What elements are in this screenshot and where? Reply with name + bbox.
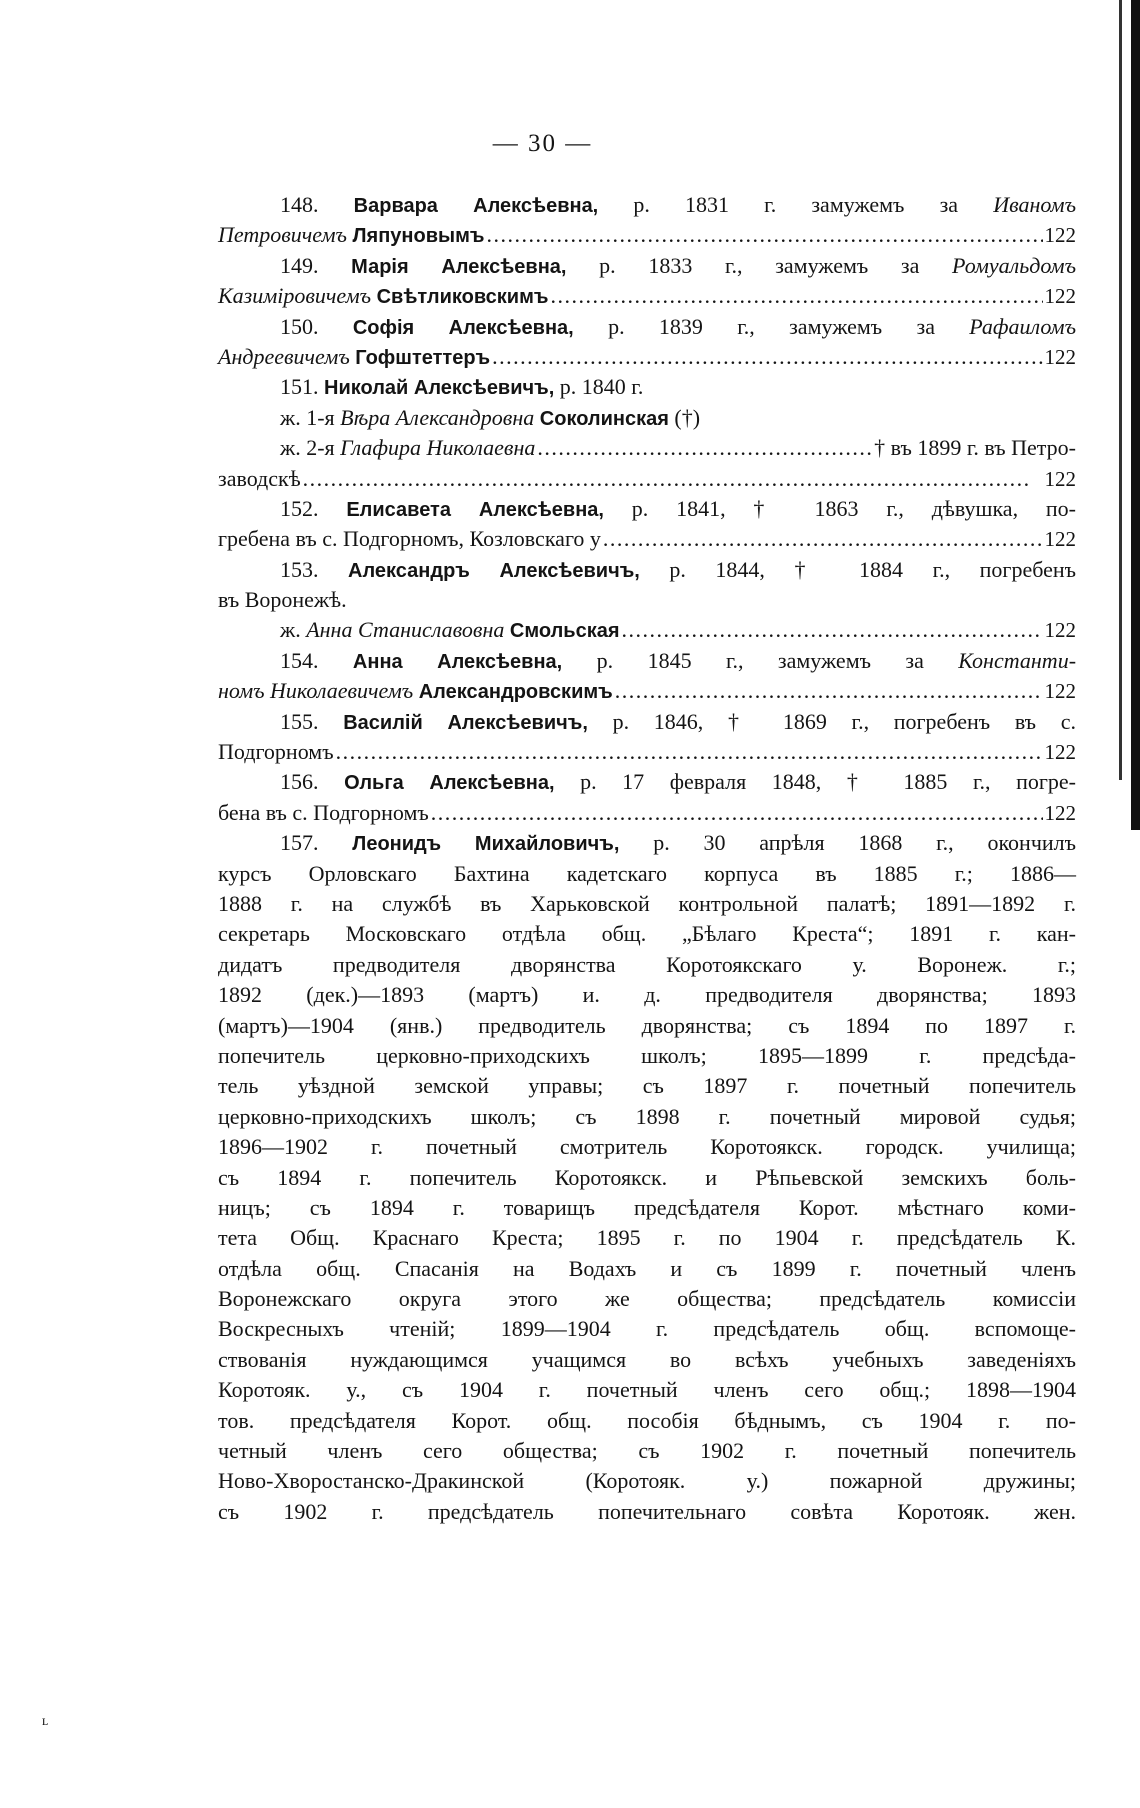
entry-157-text-line: Воскресныхъ чтеній; 1899—1904 г. предсѣдатель общ. вспомоще- — [218, 1316, 1076, 1342]
page-ref: 122 — [1044, 740, 1076, 765]
genealogy-text — [218, 190, 1076, 1527]
entry-157-text-line: тета Общ. Краснаго Креста; 1895 г. по 1904 г. предсѣдатель К. — [218, 1225, 1076, 1251]
entry-154-line-2: номъ Николаевичемъ Александровскимъ . . . 122 — [218, 676, 1076, 706]
entry-154-line-1: 154. Анна Алексѣевна, р. 1845 г., замужемъ за Константи- — [280, 647, 1077, 673]
entry-157-text-line: Воронежскаго округа этого же общества; предсѣдатель комиссіи — [218, 1286, 1076, 1312]
entry-151-wife-2: ж. 2-я Глафира Николаевна . . . † въ 1899 г. въ Петро- — [218, 433, 1076, 463]
entry-149-line-2: Казиміровичемъ Свѣтликовскимъ . . . 122 — [218, 281, 1076, 311]
page-ref: 122 — [1044, 800, 1076, 825]
entry-153-line-2: въ Воронежѣ. — [218, 587, 347, 613]
page-ref: 122 — [1044, 527, 1076, 552]
scan-edge-line — [1119, 0, 1122, 780]
entry-157-text-line: 1896—1902 г. почетный смотритель Коротоякск. городск. училища; — [218, 1134, 1076, 1160]
entry-148-line-2: Петровичемъ Ляпуновымъ . . . 122 — [218, 220, 1076, 250]
entry-151-wife-1: ж. 1-я Вѣра Александровна Соколинская (†) — [280, 404, 701, 430]
entry-157-text-line: четный членъ сего общества; съ 1902 г. почетный попечитель — [218, 1438, 1076, 1464]
page-ref: 122 — [1044, 344, 1076, 369]
entry-157-text-line: отдѣла общ. Спасанія на Водахъ и съ 1899 г. почетный членъ — [218, 1255, 1076, 1281]
entry-157-text-line: Коротояк. у., съ 1904 г. почетный членъ сего общ.; 1898—1904 — [218, 1377, 1076, 1403]
entry-156-line-2: бена въ с. Подгорномъ . . . 122 — [218, 798, 1076, 828]
entry-157-text-line: тель уѣздной земской управы; съ 1897 г. почетный попечитель — [218, 1073, 1076, 1099]
entry-157-text-line: 1892 (дек.)—1893 (мартъ) и. д. предводителя дворянства; 1893 — [218, 982, 1076, 1008]
entry-157-text-line: дидатъ предводителя дворянства Коротоякскаго у. Воронеж. г.; — [218, 951, 1076, 977]
entry-157-text-line: (мартъ)—1904 (янв.) предводитель дворянства; съ 1894 по 1897 г. — [218, 1012, 1076, 1038]
entry-148-line-1: 148. Варвара Алексѣевна, р. 1831 г. замужемъ за Иваномъ — [280, 192, 1077, 217]
entry-157-text-line: 1888 г. на службѣ въ Харьковской контрольной палатѣ; 1891—1892 г. — [218, 890, 1076, 916]
entry-157-text-line: церковно-приходскихъ школъ; съ 1898 г. почетный мировой судья; — [218, 1103, 1076, 1129]
entry-153-wife: ж. Анна Станиславовна Смольская . . . 122 — [218, 615, 1076, 645]
entry-151-line-1: 151. Николай Алексѣевичъ, р. 1840 г. — [280, 374, 644, 400]
entry-157-text-line: ствованія нуждающимся учащимся во всѣхъ учебныхъ заведеніяхъ — [218, 1346, 1076, 1372]
page-ref: 122 — [1044, 466, 1076, 491]
page-ref: 122 — [1044, 679, 1076, 704]
scan-edge-shadow — [1131, 0, 1140, 830]
page-ref: 122 — [1044, 618, 1076, 643]
entry-150-line-2: Андреевичемъ Гофштеттеръ . . . 122 — [218, 342, 1076, 372]
entry-157-text-line: съ 1902 г. предсѣдатель попечительнаго совѣта Коротояк. жен. — [218, 1498, 1076, 1524]
entry-151-line-4: заводскѣ . . . 122 — [218, 464, 1076, 494]
entry-157-text-line: курсъ Орловскаго Бахтина кадетскаго корпуса въ 1885 г.; 1886— — [218, 860, 1076, 886]
entry-149-line-1: 149. Марія Алексѣевна, р. 1833 г., замужемъ за Ромуальдомъ — [280, 252, 1077, 278]
corner-mark: ʟ — [42, 1714, 49, 1729]
entry-153-line-1: 153. Александръ Алексѣевичъ, р. 1844, † 1884 г., погребенъ — [280, 556, 1077, 582]
page-ref: 122 — [1044, 223, 1076, 248]
entry-150-line-1: 150. Софія Алексѣевна, р. 1839 г., замужемъ за Рафаиломъ — [280, 313, 1076, 339]
entry-156-line-1: 156. Ольга Алексѣевна, р. 17 февраля 1848, † 1885 г., погре- — [280, 769, 1076, 795]
entry-157-line-1: 157. Леонидъ Михайловичъ, р. 30 апрѣля 1868 г., окончилъ — [280, 830, 1077, 856]
entry-157-text-line: попечитель церковно-приходскихъ школъ; 1895—1899 г. предсѣда- — [218, 1042, 1076, 1068]
entry-155-line-1: 155. Василій Алексѣевичъ, р. 1846, † 1869 г., погребенъ въ с. — [280, 708, 1077, 734]
page-ref: 122 — [1044, 284, 1076, 309]
entry-155-line-2: Подгорномъ . . . 122 — [218, 737, 1076, 767]
entry-157-text-line: тов. предсѣдателя Корот. общ. пособія бѣднымъ, съ 1904 г. по- — [218, 1407, 1076, 1433]
page-number: — 30 — — [492, 130, 593, 157]
entry-157-text-line: ницъ; съ 1894 г. товарищъ предсѣдателя Корот. мѣстнаго коми- — [218, 1194, 1076, 1220]
entry-157-text-line: секретарь Московскаго отдѣла общ. „Бѣлаго Креста“; 1891 г. кан- — [218, 921, 1076, 947]
entry-157-text-line: съ 1894 г. попечитель Коротоякск. и Рѣпьевской земскихъ боль- — [218, 1164, 1076, 1190]
entry-152-line-2: гребена въ с. Подгорномъ, Козловскаго у . . . 122 — [218, 524, 1076, 554]
entry-152-line-1: 152. Елисавета Алексѣевна, р. 1841, † 1863 г., дѣвушка, по- — [280, 495, 1076, 521]
entry-157-text-line: Ново-Хворостанско-Дракинской (Коротояк. у.) пожарной дружины; — [218, 1468, 1076, 1494]
